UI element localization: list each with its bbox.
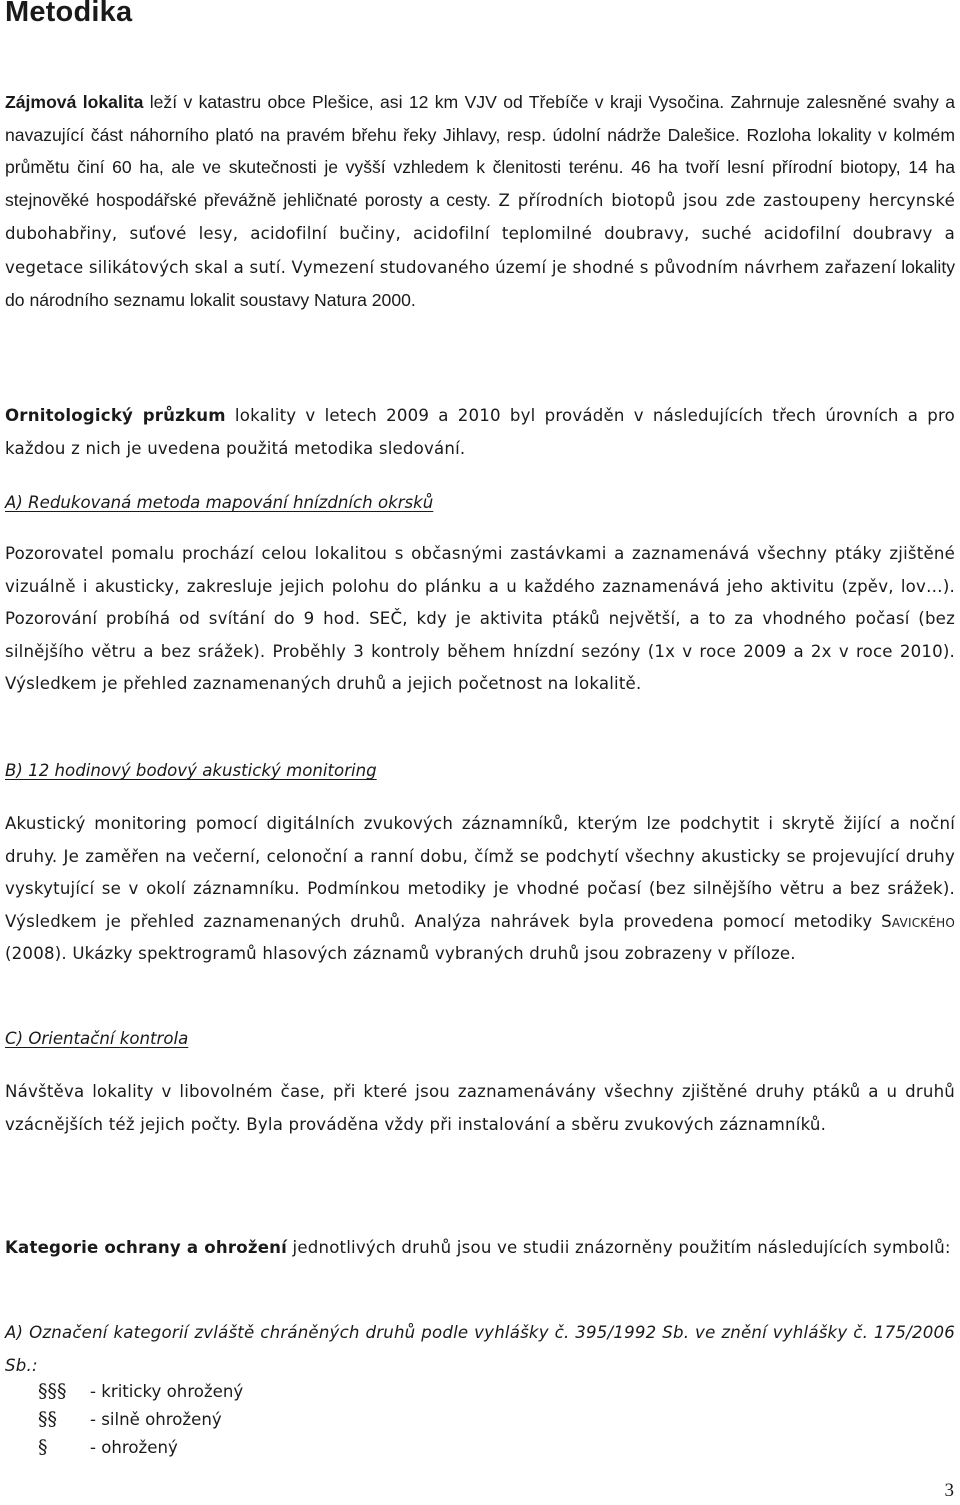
intro-text-1: leží v katastru obce Plešice, asi 12 km VJV od Třebíče v kraji Vysočina. Zahrnuje zalesněné svahy a navazující část náhorního plató na pravém břehu řeky Jihlavy, resp. údolní nádrže Dalešice. Rozloha lokality v kolmém průmětu činí 60 ha, ale ve skutečnosti je vyšší vzhledem k členitosti terénu. 46 ha tvoří lesní přírodní biotopy, 14 ha stejnověké hospodářské převážně jehličnaté porosty a cesty.: [5, 92, 955, 210]
category-item: [38, 1377, 243, 1405]
category-label: - silně ohrožený: [90, 1410, 222, 1429]
method-a-heading: A) Redukovaná metoda mapování hnízdních okrsků: [5, 493, 434, 512]
method-b-text-after: (2008). Ukázky spektrogramů hlasových záznamů vybraných druhů jsou zobrazeny v příloze.: [5, 944, 796, 963]
categories-lead: Kategorie ochrany a ohrožení: [5, 1238, 288, 1257]
categories-text: jednotlivých druhů jsou ve studii znázorněny použitím následujících symbolů:: [287, 1238, 951, 1257]
page-number: 3: [944, 1480, 954, 1501]
ornit-lead: Ornitologický průzkum: [5, 406, 226, 425]
method-c-heading: C) Orientační kontrola: [5, 1029, 189, 1048]
categories-paragraph: [5, 1232, 955, 1265]
category-item: [38, 1405, 222, 1433]
category-item: [38, 1433, 178, 1461]
method-b-heading: B) 12 hodinový bodový akustický monitoring: [5, 761, 377, 780]
ornit-paragraph: [5, 400, 955, 465]
method-a-text: Pozorovatel pomalu prochází celou lokalitou s občasnými zastávkami a zaznamenává všechny ptáky zjištěné vizuálně i akusticky, zakresluje jejich polohu do plánku a u každého zaznamenává jeho aktivitu (zpěv, lov…). Pozorování probíhá od svítání do 9 hod. SEČ, kdy je aktivita ptáků největší, a to za vhodného počasí (bez silnějšího větru a bez srážek). Proběhly 3 kontroly během hnízdní sezóny (1x v roce 2009 a 2x v roce 2010). Výsledkem je přehled zaznamenaných druhů a jejich početnost na lokalitě.: [5, 544, 955, 693]
method-b-paragraph: [5, 808, 955, 971]
method-c-text: Návštěva lokality v libovolném čase, při které jsou zaznamenávány všechny zjištěné druhy ptáků a u druhů vzácnějších též jejich počty. Byla prováděna vždy při instalování a sběru zvukových záznamníků.: [5, 1082, 955, 1134]
section-symbol: §: [38, 1436, 48, 1458]
intro-lead: Zájmová lokalita: [5, 92, 144, 112]
section-symbol: §§§: [38, 1380, 67, 1402]
category-label: - kriticky ohrožený: [90, 1382, 244, 1401]
category-label: - ohrožený: [90, 1438, 178, 1457]
page-title: Metodika: [5, 0, 133, 28]
method-b-author: Savického: [881, 911, 955, 931]
section-symbol: §§: [38, 1408, 57, 1430]
intro-paragraph: [5, 86, 955, 317]
intro-text-3: lokality do národního seznamu lokalit soustavy Natura 2000.: [5, 256, 956, 310]
method-b-text-before: Akustický monitoring pomocí digitálních zvukových záznamníků, kterým lze podchytit i skrytě žijící a noční druhy. Je zaměřen na večerní, celonoční a ranní dobu, čímž se podchytí všechny akusticky se projevující druhy vyskytující se v okolí záznamníku. Podmínkou metodiky je vhodné počasí (bez silnějšího větru a bez srážek). Výsledkem je přehled zaznamenaných druhů. Analýza nahrávek byla provedena pomocí metodiky: [5, 814, 955, 931]
categories-sub-heading: A) Označení kategorií zvláště chráněných druhů podle vyhlášky č. 395/1992 Sb. ve znění vyhlášky č. 175/2006 Sb.:: [5, 1323, 955, 1375]
intro-text-2: Z přírodních biotopů jsou zde zastoupeny hercynské dubohabřiny, suťové lesy, acidofilní bučiny, acidofilní teplomilné doubravy, suché acidofilní doubravy a vegetace silikátových skal a sutí. Vymezení studovaného území je shodné s původním návrhem zařazení: [5, 190, 955, 277]
ornit-text: lokality v letech 2009 a 2010 byl prováděn v následujících třech úrovních a pro každou z nich je uvedena použitá metodika sledování.: [5, 406, 955, 458]
